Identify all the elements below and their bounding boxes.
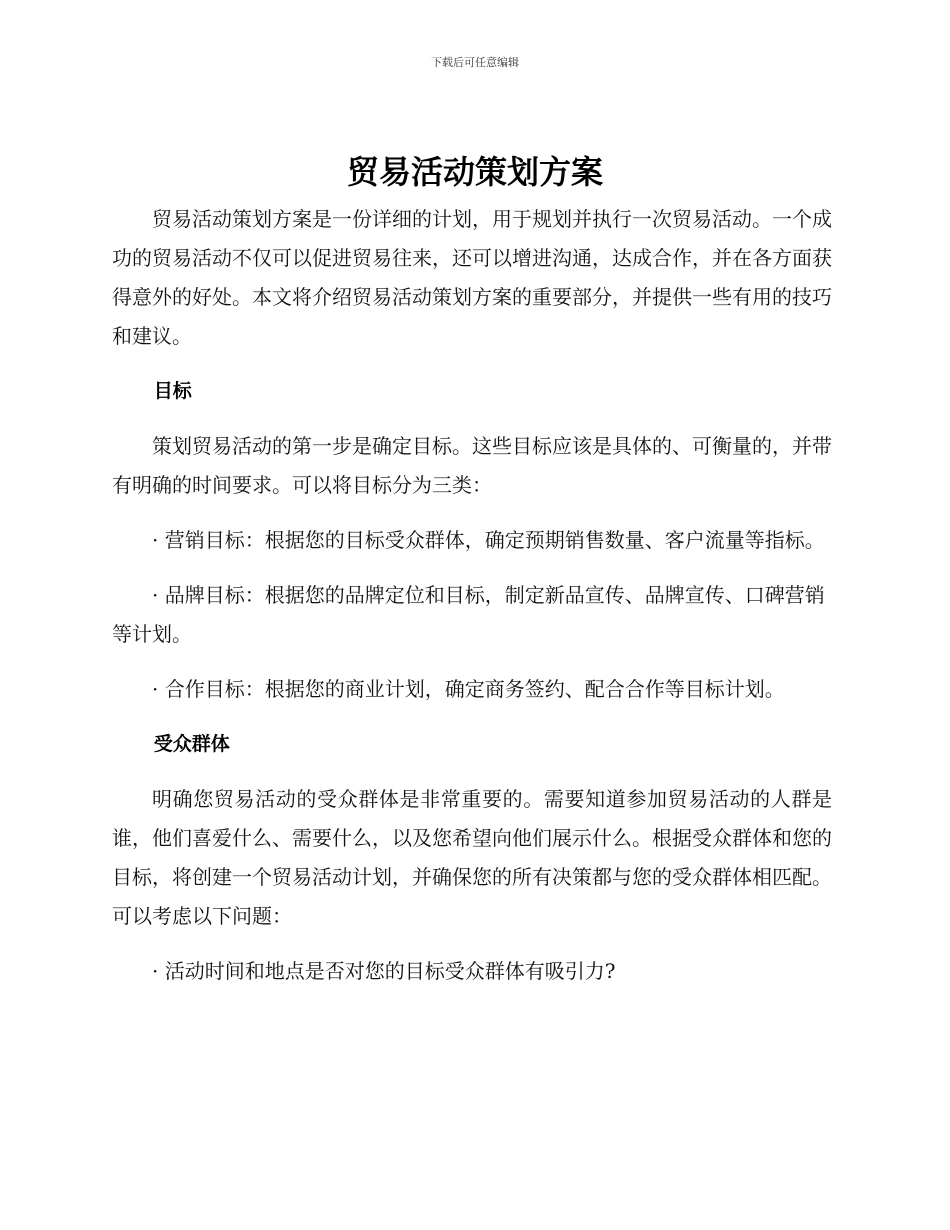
bullet-item: · 合作目标：根据您的商业计划，确定商务签约、配合合作等目标计划。 — [152, 677, 785, 701]
document-title: 贸易活动策划方案 — [346, 153, 603, 191]
section-heading: 目标 — [153, 380, 192, 402]
section-paragraph: 明确您贸易活动的受众群体是非常重要的。需要知道参加贸易活动的人群是谁，他们喜爱什么、需要什么，以及您希望向他们展示什么。根据受众群体和您的目标，将创建一个贸易活动计划，并确保您的所有决策都与您的受众群体相匹配。可以考虑以下问题： — [112, 787, 832, 928]
section-goals — [112, 372, 832, 709]
bullet-item: · 营销目标：根据您的目标受众群体，确定预期销售数量、客户流量等指标。 — [152, 528, 825, 552]
document-body — [112, 200, 832, 1007]
intro-paragraph: 贸易活动策划方案是一份详细的计划，用于规划并执行一次贸易活动。一个成功的贸易活动不仅可以促进贸易往来，还可以增进沟通，达成合作，并在各方面获得意外的好处。本文将介绍贸易活动策划方案的重要部分，并提供一些有用的技巧和建议。 — [112, 207, 832, 348]
bullet-item: · 品牌目标：根据您的品牌定位和目标，制定新品宣传、品牌宣传、口碑营销等计划。 — [112, 583, 825, 646]
page-header-note: 下载后可任意编辑 — [431, 56, 519, 69]
section-heading: 受众群体 — [153, 733, 230, 755]
section-paragraph: 策划贸易活动的第一步是确定目标。这些目标应该是具体的、可衡量的，并带有明确的时间要求。可以将目标分为三类： — [112, 434, 832, 497]
bullet-item: · 活动时间和地点是否对您的目标受众群体有吸引力? — [152, 959, 616, 983]
section-audience — [112, 725, 832, 991]
